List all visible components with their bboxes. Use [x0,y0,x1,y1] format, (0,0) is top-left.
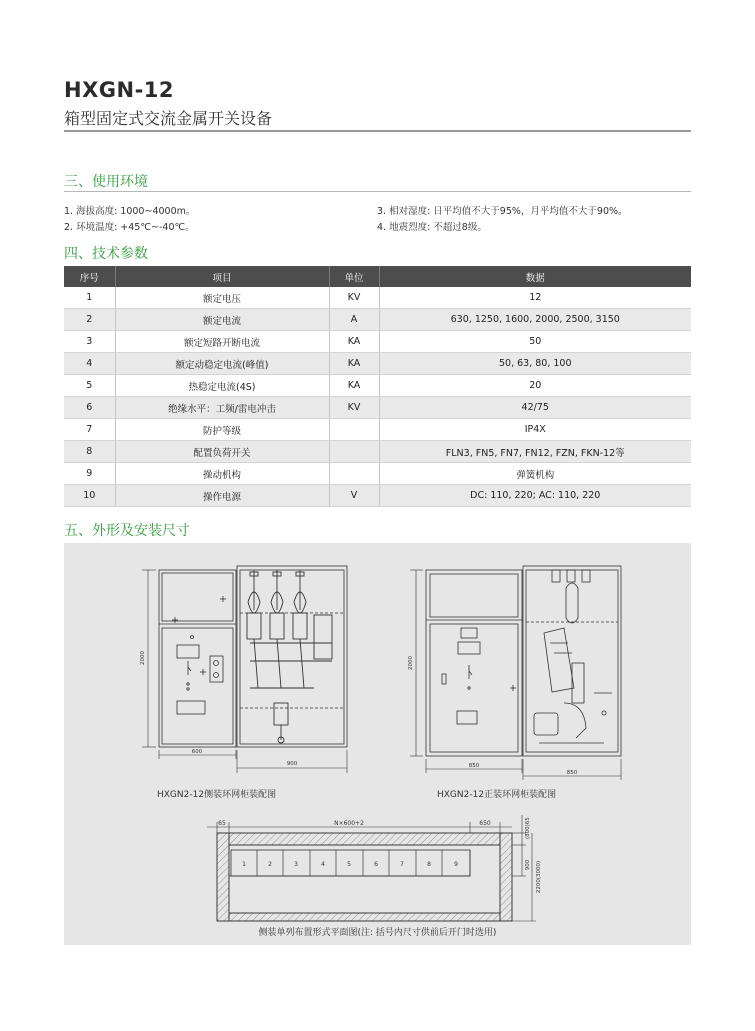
table-row [64,441,691,463]
cell-data: IP4X [379,419,691,441]
cell-index: 8 [64,441,115,463]
cell-unit: KA [329,353,379,375]
dim-span: N×600+2 [334,820,364,827]
cell-data: 12 [379,287,691,309]
cell-item: 操作电源 [115,485,329,507]
fig1-front-view [159,570,236,747]
table-row [64,463,691,485]
cell-data: 50 [379,331,691,353]
cell-index: 6 [64,397,115,419]
assembly-drawings [64,543,691,945]
dim-depth-mid: 900 [525,859,531,871]
cell-data: FLN3, FN5, FN7, FN12, FZN, FKN-12等 [379,441,691,463]
cell-label: 5 [347,861,351,868]
cell-item: 操动机构 [115,463,329,485]
table-row [64,375,691,397]
env-item-temperature: 2. 环境温度: +45℃~-40℃。 [64,222,195,233]
col-header-item: 项目 [115,266,329,287]
fig1-dim-width-front: 600 [191,749,203,755]
cell-label: 8 [427,861,431,868]
section-divider-environment [64,191,691,192]
fig2-dim-width-side: 850 [566,770,578,776]
cell-index: 10 [64,485,115,507]
cell-data: DC: 110, 220; AC: 110, 220 [379,485,691,507]
fig1-dim-width-side: 900 [286,761,298,767]
cell-item: 额定电压 [115,287,329,309]
section-title-environment: 三、使用环境 [64,174,148,190]
fig2-front-view [426,570,522,756]
cell-data: 50, 63, 80, 100 [379,353,691,375]
dim-depth-top: (800)65 [525,817,531,839]
cell-index: 4 [64,353,115,375]
dim-depth-total: 2200(3000) [536,860,542,894]
cell-label: 2 [268,861,272,868]
cell-item: 额定动稳定电流(峰值) [115,353,329,375]
section-title-params: 四、技术参数 [64,246,148,262]
fig1-caption: HXGN2-12侧装环网柜装配图 [157,790,277,800]
cell-item: 配置负荷开关 [115,441,329,463]
table-row [64,419,691,441]
dim-left: 65 [218,820,226,827]
cell-item: 绝缘水平：工频/雷电冲击 [115,397,329,419]
table-row [64,331,691,353]
cell-data: 20 [379,375,691,397]
cell-label: 7 [400,861,404,868]
cell-data: 630, 1250, 1600, 2000, 2500, 3150 [379,309,691,331]
cell-item: 热稳定电流(4S) [115,375,329,397]
cell-label: 4 [321,861,325,868]
cell-unit: KV [329,397,379,419]
cell-unit: V [329,485,379,507]
table-row [64,485,691,507]
fig2-dim-height: 2000 [408,656,414,670]
fig1-dim-height: 2000 [140,651,146,665]
cell-data: 弹簧机构 [379,463,691,485]
cell-label: 3 [294,861,298,868]
cell-label: 1 [242,861,246,868]
fig2-dim-width-front: 850 [468,763,480,769]
cell-index: 7 [64,419,115,441]
cell-data: 42/75 [379,397,691,419]
cell-index: 5 [64,375,115,397]
table-row [64,353,691,375]
fig3-plan-view [217,833,512,921]
header-divider [64,130,691,132]
col-header-data: 数据 [379,266,691,287]
cell-unit: KA [329,375,379,397]
fig3-caption: 侧装单列布置形式平面图(注: 括号内尺寸供前后开门时选用) [258,928,497,938]
cell-label: 9 [454,861,458,868]
table-row [64,397,691,419]
section-title-dimensions: 五、外形及安装尺寸 [64,523,190,539]
fig3-dimension-lines [207,815,536,921]
table-row [64,287,691,309]
drawing-panel [64,543,691,945]
cell-index: 9 [64,463,115,485]
cell-item: 防护等级 [115,419,329,441]
cell-index: 3 [64,331,115,353]
cell-unit [329,463,379,485]
col-header-unit: 单位 [329,266,379,287]
cell-item: 额定电流 [115,309,329,331]
model-title: HXGN-12 [64,78,175,102]
cell-index: 2 [64,309,115,331]
env-item-humidity: 3. 相对湿度: 日平均值不大于95%，月平均值不大于90%。 [377,206,628,217]
cell-unit: A [329,309,379,331]
env-item-seismic: 4. 地震烈度: 不超过8级。 [377,222,487,233]
cell-unit: KV [329,287,379,309]
fig2-caption: HXGN2-12正装环网柜装配图 [437,790,557,800]
table-header-row [64,266,691,287]
params-table [64,266,691,507]
cell-unit [329,441,379,463]
product-subtitle: 箱型固定式交流金属开关设备 [64,109,273,128]
env-item-altitude: 1. 海拔高度: 1000~4000m。 [64,206,196,217]
fig2-side-view [523,566,621,756]
fig1-side-view [237,566,347,747]
cell-unit [329,419,379,441]
cell-unit: KA [329,331,379,353]
cell-index: 1 [64,287,115,309]
cell-label: 6 [374,861,378,868]
table-row [64,309,691,331]
col-header-index: 序号 [64,266,115,287]
fig1-dimension-lines [142,570,347,773]
dim-right: 650 [479,820,491,827]
cell-item: 额定短路开断电流 [115,331,329,353]
